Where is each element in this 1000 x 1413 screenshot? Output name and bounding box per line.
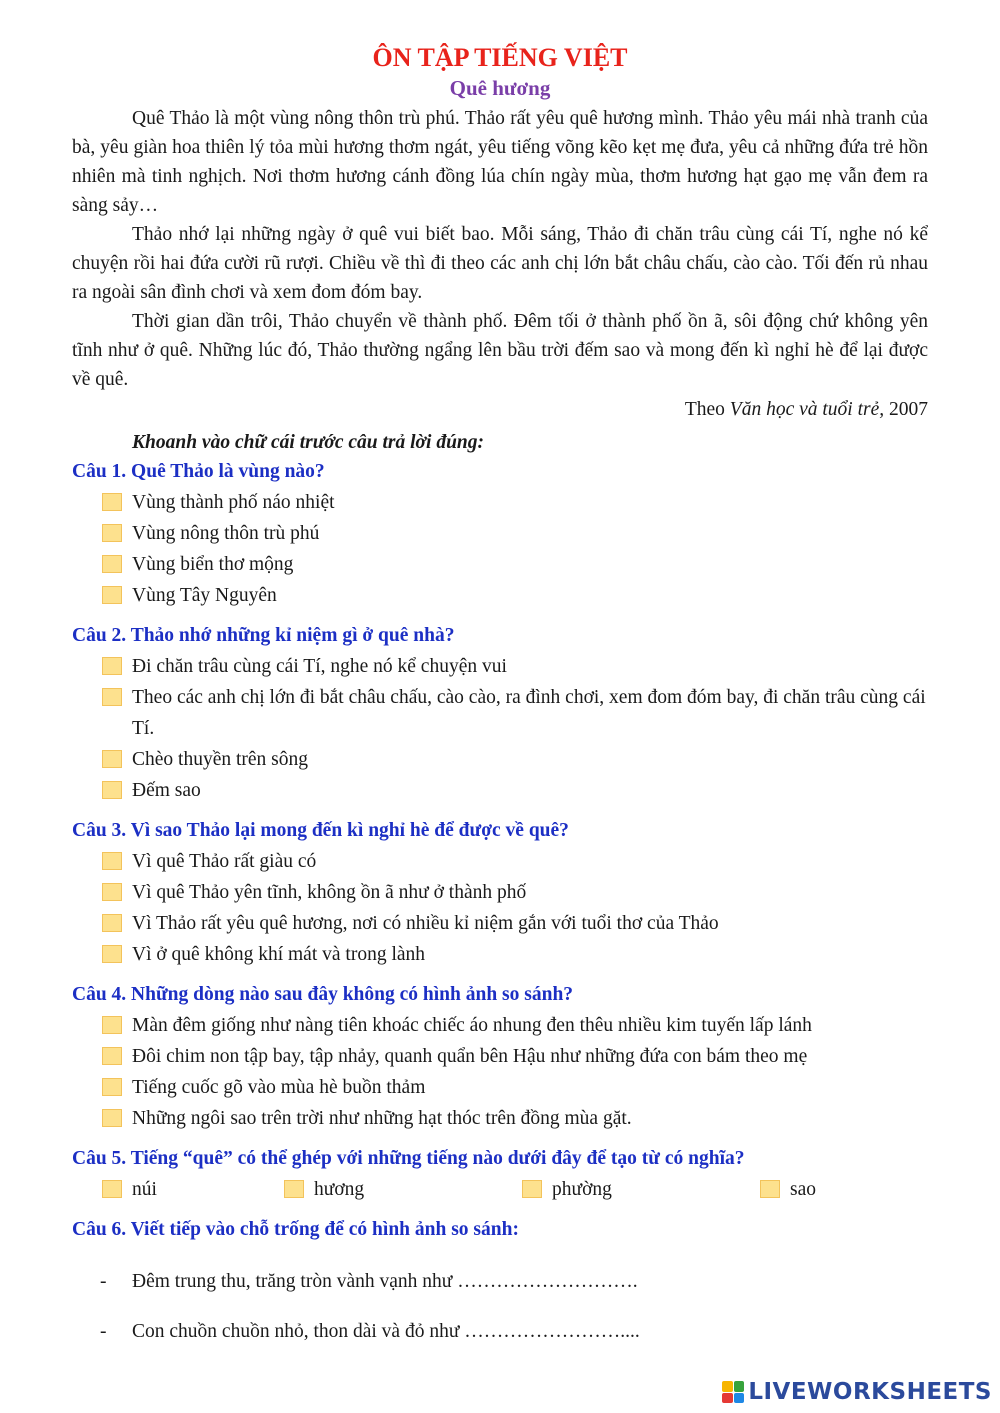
answer-option-text: Vùng thành phố náo nhiệt: [132, 492, 335, 513]
logo-mark-icon: [722, 1381, 744, 1403]
answer-option-text: Tiếng cuốc gõ vào mùa hè buồn thảm: [132, 1077, 426, 1098]
answer-option-text: hương: [314, 1179, 365, 1200]
answer-option-text: Vì ở quê không khí mát và trong lành: [132, 944, 426, 965]
question-4-label: Câu 4. Những dòng nào sau đây không có hình ảnh so sánh?: [72, 984, 574, 1005]
answer-option[interactable]: [72, 487, 928, 518]
instruction-text: Khoanh vào chữ cái trước câu trả lời đúng:: [132, 432, 484, 453]
answer-option[interactable]: [72, 518, 928, 549]
passage-paragraph-2: Thảo nhớ lại những ngày ở quê vui biết bao. Mỗi sáng, Thảo đi chăn trâu cùng cái Tí, nghe nó kể chuyện rồi hai đứa cười rũ rượi. Chiều về thì đi theo các anh chị lớn bắt châu chấu, cào cào. Tối đến rủ nhau ra ngoài sân đình chơi và xem đom đóm bay.: [72, 224, 928, 303]
answer-checkbox[interactable]: [102, 750, 122, 768]
answer-option[interactable]: [72, 651, 928, 682]
answer-option[interactable]: [72, 1010, 928, 1041]
question-2-label: Câu 2. Thảo nhớ những kỉ niệm gì ở quê nhà?: [72, 625, 455, 646]
answer-option-text: Vùng biển thơ mộng: [132, 554, 294, 575]
liveworksheets-logo: [722, 1377, 992, 1407]
answer-option[interactable]: [72, 549, 928, 580]
answer-option[interactable]: [72, 682, 928, 744]
answer-option[interactable]: [284, 1174, 522, 1205]
passage-paragraph-3: Thời gian dần trôi, Thảo chuyển về thành phố. Đêm tối ở thành phố ồn ã, sôi động chứ không yên tĩnh như ở quê. Những lúc đó, Thảo thường ngẩng lên bầu trời đếm sao và mong đến kì nghỉ hè để lại được về quê.: [72, 311, 928, 390]
answer-checkbox[interactable]: [102, 1016, 122, 1034]
question-4-options: [72, 1010, 928, 1134]
answer-option[interactable]: [72, 939, 928, 970]
answer-option-text: Vì Thảo rất yêu quê hương, nơi có nhiều kỉ niệm gắn với tuổi thơ của Thảo: [132, 913, 719, 934]
answer-option-text: phường: [552, 1179, 612, 1200]
question-1-label: Câu 1. Quê Thảo là vùng nào?: [72, 461, 325, 482]
answer-option[interactable]: [72, 775, 928, 806]
passage-title: Quê hương: [449, 76, 551, 100]
answer-option-text: Vì quê Thảo rất giàu có: [132, 851, 317, 872]
answer-checkbox[interactable]: [284, 1180, 304, 1198]
answer-checkbox[interactable]: [102, 1180, 122, 1198]
question-6-label: Câu 6. Viết tiếp vào chỗ trống để có hình ảnh so sánh:: [72, 1219, 519, 1240]
fill-in-text: Con chuồn chuồn nhỏ, thon dài và đỏ như ……………………....: [132, 1321, 640, 1342]
answer-option[interactable]: [72, 877, 928, 908]
answer-option-text: Đôi chim non tập bay, tập nhảy, quanh quẩn bên Hậu như những đứa con bám theo mẹ: [132, 1046, 808, 1067]
answer-checkbox[interactable]: [102, 524, 122, 542]
fill-in-line[interactable]: [72, 1267, 928, 1297]
page-title: ÔN TẬP TIẾNG VIỆT: [372, 43, 628, 72]
fill-in-line[interactable]: [72, 1317, 928, 1347]
answer-checkbox[interactable]: [102, 1109, 122, 1127]
answer-checkbox[interactable]: [102, 493, 122, 511]
question-1-options: [72, 487, 928, 611]
answer-option[interactable]: [72, 1041, 928, 1072]
answer-checkbox[interactable]: [102, 688, 122, 706]
answer-checkbox[interactable]: [102, 1078, 122, 1096]
answer-option-text: Màn đêm giống như nàng tiên khoác chiếc áo nhung đen thêu nhiều kim tuyến lấp lánh: [132, 1015, 812, 1036]
answer-checkbox[interactable]: [102, 852, 122, 870]
answer-checkbox[interactable]: [102, 883, 122, 901]
fill-in-text: Đêm trung thu, trăng tròn vành vạnh như ……………………….: [132, 1271, 638, 1292]
question-5-label: Câu 5. Tiếng “quê” có thể ghép với những tiếng nào dưới đây để tạo từ có nghĩa?: [72, 1148, 745, 1169]
answer-option[interactable]: [72, 846, 928, 877]
logo-square: [722, 1393, 733, 1404]
answer-option-text: Vì quê Thảo yên tĩnh, không ồn ã như ở thành phố: [132, 882, 527, 903]
question-3-options: [72, 846, 928, 970]
answer-option-text: Vùng Tây Nguyên: [132, 585, 277, 606]
answer-option-text: Vùng nông thôn trù phú: [132, 523, 320, 544]
list-dash: -: [100, 1321, 107, 1342]
list-dash: -: [100, 1271, 107, 1292]
source-citation: [72, 396, 928, 424]
answer-option[interactable]: [760, 1174, 816, 1205]
answer-option-text: núi: [132, 1179, 157, 1200]
answer-checkbox[interactable]: [102, 555, 122, 573]
logo-square: [734, 1381, 745, 1392]
answer-option[interactable]: [72, 1103, 928, 1134]
source-work: Văn học và tuổi trẻ,: [729, 399, 885, 420]
answer-option[interactable]: [72, 580, 928, 611]
answer-option[interactable]: [72, 908, 928, 939]
logo-square: [722, 1381, 733, 1392]
answer-checkbox[interactable]: [102, 914, 122, 932]
answer-option-text: Chèo thuyền trên sông: [132, 749, 309, 770]
answer-checkbox[interactable]: [102, 781, 122, 799]
answer-option-text: Những ngôi sao trên trời như những hạt thóc trên đồng mùa gặt.: [132, 1108, 632, 1129]
question-5-options: [72, 1174, 928, 1205]
answer-checkbox[interactable]: [760, 1180, 780, 1198]
answer-checkbox[interactable]: [102, 586, 122, 604]
logo-square: [734, 1393, 745, 1404]
answer-option-text: Đi chăn trâu cùng cái Tí, nghe nó kể chuyện vui: [132, 656, 507, 677]
answer-checkbox[interactable]: [102, 945, 122, 963]
answer-checkbox[interactable]: [102, 657, 122, 675]
answer-option-text: sao: [790, 1179, 816, 1200]
answer-option-text: Theo các anh chị lớn đi bắt châu chấu, cào cào, ra đình chơi, xem đom đóm bay, đi chăn trâu cùng cái Tí.: [132, 687, 926, 739]
passage-paragraph-1: Quê Thảo là một vùng nông thôn trù phú. Thảo rất yêu quê hương mình. Thảo yêu mái nhà tranh của bà, yêu giàn hoa thiên lý tỏa mùi hương thơm ngát, yêu tiếng võng kẽo kẹt mẹ đưa, yêu cả những đứa trẻ hồn nhiên mà tinh nghịch. Nơi thơm hương cánh đồng lúa chín ngày mùa, thơm hương hạt gạo mẹ vẫn đem ra sàng sảy…: [72, 108, 928, 216]
answer-option[interactable]: [72, 1072, 928, 1103]
answer-option[interactable]: [522, 1174, 760, 1205]
answer-checkbox[interactable]: [102, 1047, 122, 1065]
question-3-label: Câu 3. Vì sao Thảo lại mong đến kì nghỉ hè để được về quê?: [72, 820, 569, 841]
answer-checkbox[interactable]: [522, 1180, 542, 1198]
answer-option[interactable]: [102, 1174, 284, 1205]
answer-option-text: Đếm sao: [132, 780, 201, 801]
logo-text: LIVEWORKSHEETS: [748, 1379, 992, 1405]
source-year: 2007: [889, 399, 928, 420]
worksheet-page: [72, 42, 928, 1347]
question-2-options: [72, 651, 928, 806]
source-prefix: Theo: [684, 399, 725, 420]
answer-option[interactable]: [72, 744, 928, 775]
